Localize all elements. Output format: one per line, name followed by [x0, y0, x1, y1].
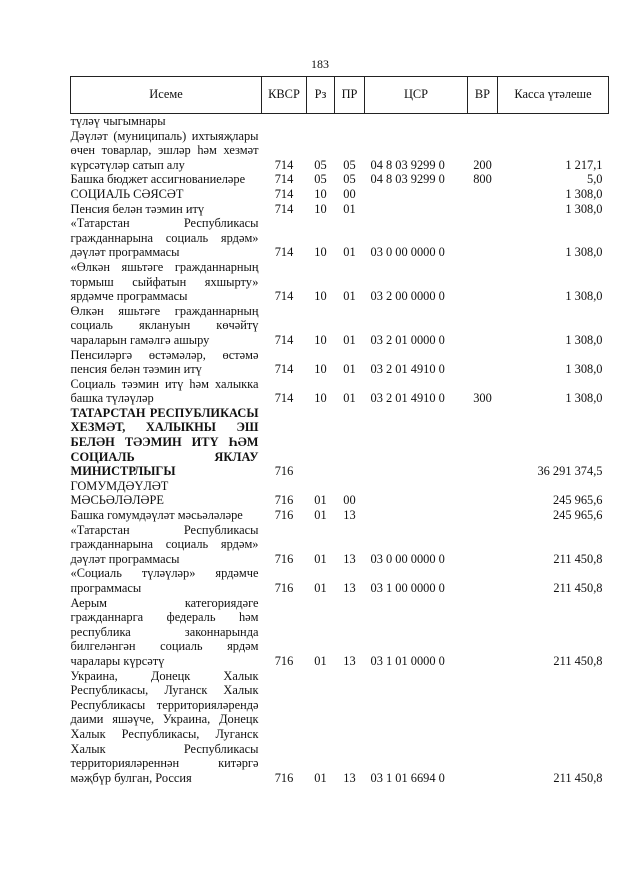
cell-csr: 03 2 01 0000 0: [370, 332, 445, 347]
cell-amount: 1 308,0: [565, 186, 603, 201]
cell-csr: 03 0 00 0000 0: [370, 551, 445, 566]
cell-amount: 211 450,8: [553, 770, 603, 785]
cell-name: ТАТАРСТАН РЕСПУБЛИКАСЫ ХЕЗМӘТ, ХАЛЫКНЫ ЭШ БЕЛӘН ТӘЭМИН ИТҮ ҺӘМ СОЦИАЛЬ ЯКЛАУ МИНИСТРЛЫГЫ: [70, 405, 259, 479]
cell-rz: 05: [314, 172, 327, 187]
cell-kvsr: 716: [274, 581, 294, 595]
cell-vr: [468, 479, 498, 508]
cell-rz: 10: [314, 201, 327, 216]
table-row: [71, 216, 609, 260]
cell-rz: [307, 114, 335, 129]
cell-csr: [365, 187, 468, 202]
cell-name: «Татарстан Республикасы гражданнарына социаль ярдәм» дәүләт программасы: [70, 216, 259, 260]
cell-vr: 200: [473, 157, 492, 172]
budget-table: [70, 76, 609, 785]
cell-kvsr: 716: [274, 551, 294, 566]
cell-csr: 03 1 01 6694 0: [370, 770, 445, 785]
cell-name: Украина, Донецк Халык Республикасы, Луганск Халык Республикасы территорияләрендә даими яшәүче, Украина, Донецк Халык Республикасы, Луганск Халык Республикасы территорияләреннән китәргә мәҗбүр булган, Россия: [70, 668, 259, 785]
cell-name: «Социаль түләүләр» ярдәмче программасы: [70, 566, 259, 595]
cell-csr: 04 8 03 9299 0: [370, 157, 445, 172]
cell-name: Башка гомумдәүләт мәсьәләләре: [70, 508, 243, 523]
table-row: [71, 304, 609, 348]
cell-rz: [307, 406, 335, 479]
cell-rz: 01: [314, 508, 327, 523]
table-row: [71, 129, 609, 173]
cell-name: ГОМУМДӘҮЛӘТ МӘСЬӘЛӘЛӘРЕ: [70, 478, 169, 508]
cell-rz: 10: [314, 289, 327, 304]
cell-pr: 05: [343, 172, 356, 187]
cell-pr: 00: [343, 493, 356, 508]
cell-rz: 10: [314, 391, 327, 406]
cell-vr: 300: [473, 391, 492, 406]
cell-rz: 01: [314, 770, 327, 785]
cell-vr: [468, 304, 498, 348]
cell-vr: [468, 406, 498, 479]
cell-csr: [365, 479, 468, 508]
cell-csr: [365, 202, 468, 217]
header-rz: Рз: [307, 77, 335, 114]
cell-vr: 800: [473, 172, 492, 187]
table-row: [71, 523, 609, 567]
cell-vr: [468, 508, 498, 523]
cell-pr: [335, 114, 365, 129]
cell-amount: 211 450,8: [553, 581, 603, 595]
cell-vr: [468, 669, 498, 786]
cell-rz: 10: [314, 245, 327, 260]
cell-kvsr: 714: [274, 186, 294, 201]
cell-kvsr: 716: [274, 770, 294, 785]
cell-amount: 1 308,0: [565, 362, 603, 377]
table-row: [71, 260, 609, 304]
cell-name: Пенсиләргә өстәмәләр, өстәмә пенсия белән тәэмин итү: [70, 347, 259, 377]
cell-csr: 03 1 00 0000 0: [370, 581, 445, 595]
cell-amount: 211 450,8: [553, 653, 603, 668]
table-row: [71, 566, 609, 595]
cell-name: түләү чыгымнары: [70, 114, 166, 128]
cell-pr: 13: [343, 551, 356, 566]
cell-name: Өлкән яшьтәге гражданнарның социаль яклануын көчәйтү чараларын гамәлгә ашыру: [70, 303, 259, 347]
cell-vr: [468, 260, 498, 304]
cell-rz: 01: [314, 581, 327, 595]
cell-amount: 1 308,0: [565, 245, 603, 260]
table-row: [71, 508, 609, 523]
table-row: [71, 406, 609, 479]
cell-amount: 245 965,6: [552, 493, 603, 508]
cell-pr: [335, 406, 365, 479]
cell-pr: 01: [343, 245, 356, 260]
cell-csr: 03 2 00 0000 0: [370, 289, 445, 304]
cell-amount: 245 965,6: [552, 508, 603, 523]
cell-kvsr: 714: [274, 391, 294, 406]
cell-pr: 01: [343, 201, 356, 216]
cell-pr: 01: [343, 391, 356, 406]
cell-kvsr: 714: [274, 362, 294, 377]
cell-pr: 01: [343, 289, 356, 304]
header-pr: ПР: [335, 77, 365, 114]
table-row: [71, 348, 609, 377]
cell-rz: 01: [314, 493, 327, 508]
cell-csr: 03 1 01 0000 0: [370, 653, 445, 668]
cell-pr: 13: [343, 770, 356, 785]
table-header-row: [71, 77, 609, 114]
table-row: [71, 596, 609, 669]
cell-kvsr: 716: [274, 464, 294, 479]
cell-name: Пенсия белән тәэмин итү: [70, 201, 205, 216]
cell-rz: 10: [314, 186, 327, 201]
cell-kvsr: 716: [274, 508, 294, 523]
page-number: 183: [311, 57, 329, 71]
cell-amount: 36 291 374,5: [537, 464, 603, 479]
table-row: [71, 669, 609, 786]
header-csr: ЦСР: [365, 77, 468, 114]
cell-kvsr: 716: [274, 493, 294, 508]
cell-amount: 1 308,0: [565, 332, 603, 347]
table-row: [71, 479, 609, 508]
cell-kvsr: 714: [274, 157, 294, 172]
cell-name: Социаль тәэмин итү һәм халыкка башка түләүләр: [70, 376, 259, 406]
cell-kvsr: [262, 114, 307, 129]
cell-pr: 05: [343, 157, 356, 172]
cell-rz: 01: [314, 551, 327, 566]
cell-vr: [468, 566, 498, 595]
cell-pr: 13: [343, 653, 356, 668]
cell-vr: [468, 114, 498, 129]
cell-kvsr: 714: [274, 201, 294, 216]
cell-pr: 00: [343, 186, 356, 201]
cell-pr: 01: [343, 332, 356, 347]
cell-vr: [468, 202, 498, 217]
cell-kvsr: 714: [274, 245, 294, 260]
cell-csr: 03 2 01 4910 0: [370, 362, 445, 377]
table-row: [71, 202, 609, 217]
cell-name: «Татарстан Республикасы гражданнарына социаль ярдәм» дәүләт программасы: [70, 522, 259, 566]
cell-vr: [468, 596, 498, 669]
cell-rz: 05: [314, 157, 327, 172]
cell-pr: 01: [343, 362, 356, 377]
table-row: [71, 114, 609, 129]
cell-name: Аерым категориядәге гражданнарга федераль һәм республика законнарында билгеләнгән социаль ярдәм чаралары күрсәтү: [70, 595, 259, 668]
table-row: [71, 172, 609, 187]
header-amount: Касса үтәлеше: [498, 77, 609, 114]
cell-amount: 1 308,0: [565, 391, 603, 406]
cell-rz: 10: [314, 362, 327, 377]
cell-vr: [468, 523, 498, 567]
cell-kvsr: 716: [274, 653, 294, 668]
cell-name: СОЦИАЛЬ СӘЯСӘТ: [70, 186, 184, 201]
header-kvsr: КВСР: [262, 77, 307, 114]
cell-vr: [468, 348, 498, 377]
cell-rz: 01: [314, 653, 327, 668]
cell-csr: [365, 114, 468, 129]
cell-csr: 03 2 01 4910 0: [370, 391, 445, 406]
cell-amount: 1 217,1: [565, 157, 603, 172]
cell-amount: 5,0: [587, 172, 603, 187]
cell-name: Башка бюджет ассигнованиеләре: [70, 172, 246, 187]
cell-kvsr: 714: [274, 289, 294, 304]
cell-name: «Өлкән яшьтәге гражданнарның тормыш сыйфатын яхшырту» ярдәмче программасы: [70, 259, 259, 304]
header-name: Исеме: [71, 77, 262, 114]
cell-kvsr: 714: [274, 332, 294, 347]
cell-pr: 13: [343, 581, 356, 595]
cell-csr: [365, 406, 468, 479]
cell-csr: 04 8 03 9299 0: [370, 172, 445, 187]
header-vr: ВР: [468, 77, 498, 114]
cell-amount: 1 308,0: [565, 289, 603, 304]
table-row: [71, 377, 609, 406]
cell-pr: 13: [343, 508, 356, 523]
cell-csr: 03 0 00 0000 0: [370, 245, 445, 260]
cell-amount: 1 308,0: [565, 201, 603, 216]
cell-vr: [468, 216, 498, 260]
cell-rz: 10: [314, 332, 327, 347]
cell-vr: [468, 187, 498, 202]
cell-amount: [498, 114, 609, 129]
cell-amount: 211 450,8: [553, 551, 603, 566]
cell-name: Дәүләт (муниципаль) ихтыяҗлары өчен товарлар, эшләр һәм хезмәт күрсәтүләр сатып алу: [70, 128, 259, 172]
cell-kvsr: 714: [274, 172, 294, 187]
cell-csr: [365, 508, 468, 523]
table-row: [71, 187, 609, 202]
